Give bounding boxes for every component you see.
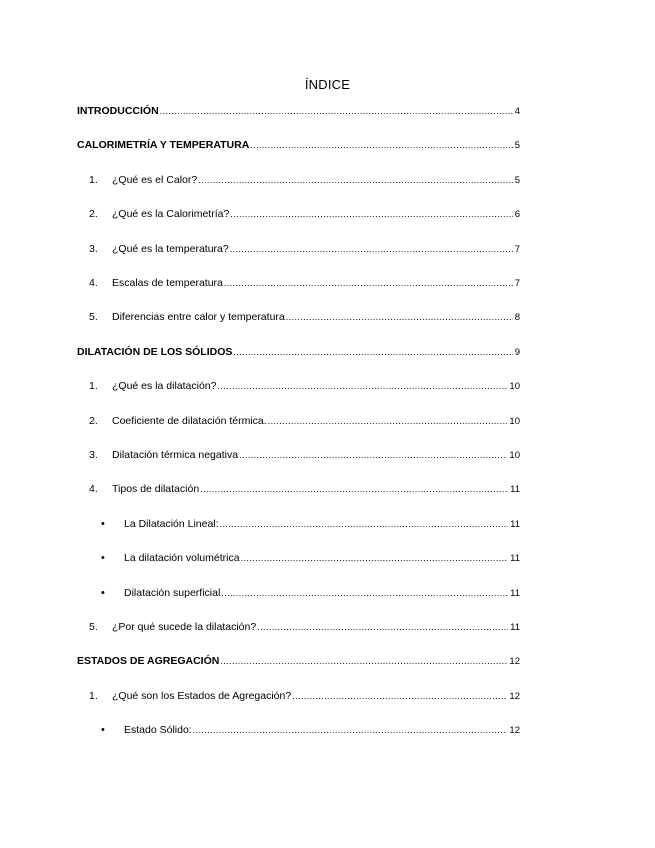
toc-entry-title: Dilatación superficial	[124, 586, 221, 599]
dot-leader	[193, 725, 508, 735]
toc-entry[interactable]	[77, 655, 520, 673]
toc-entry-title: Escalas de temperatura	[112, 277, 223, 289]
toc-entry-page-number: 5	[514, 174, 520, 186]
toc-entry[interactable]	[77, 139, 520, 157]
dot-leader	[250, 140, 512, 150]
toc-entry[interactable]	[77, 587, 520, 605]
toc-entry[interactable]	[77, 174, 520, 192]
toc-entry-number: 4.	[89, 483, 98, 496]
toc-entry-number: 1.	[89, 173, 98, 186]
toc-entry-page-number: 12	[509, 656, 520, 668]
dot-leader	[268, 416, 508, 426]
toc-entry-title: ¿Qué es la temperatura?	[112, 242, 229, 255]
toc-entry-page-number: 10	[509, 450, 520, 461]
toc-entry[interactable]	[77, 311, 520, 329]
toc-entry-title: INTRODUCCIÓN	[77, 105, 159, 117]
toc-entry-page-number: 11	[510, 622, 520, 633]
toc-entry-page-number: 11	[510, 587, 520, 599]
dot-leader	[292, 691, 507, 701]
bullet-icon	[77, 518, 124, 530]
dot-leader	[217, 381, 507, 391]
toc-entry-page-number: 9	[514, 346, 520, 358]
toc-entry-page-number: 11	[510, 518, 520, 530]
toc-entry-title: CALORIMETRÍA Y TEMPERATURA	[77, 139, 250, 152]
toc-entry-page-number: 10	[509, 381, 520, 393]
toc-entry[interactable]	[77, 449, 520, 467]
dot-leader	[220, 519, 509, 529]
dot-leader	[241, 553, 509, 563]
toc-entry-title: ¿Por qué sucede la dilatación?	[112, 621, 257, 633]
toc-entry-title: ¿Qué es la Calorimetría?	[112, 208, 230, 221]
toc-entry-number: 2.	[89, 414, 98, 427]
dot-leader	[200, 484, 508, 494]
toc-entry[interactable]	[77, 518, 520, 536]
toc-entry-number: 3.	[89, 449, 98, 461]
dot-leader	[257, 622, 508, 632]
toc-entry-title: La dilatación volumétrica	[124, 552, 240, 565]
toc-entry-number: 1.	[89, 689, 98, 702]
toc-entry-number: 3.	[89, 242, 98, 255]
toc-entry-title: ¿Qué es la dilatación?	[112, 380, 217, 393]
dot-leader	[221, 588, 508, 598]
bullet-icon	[77, 552, 124, 564]
toc-entry-title: ESTADOS DE AGREGACIÓN	[77, 655, 220, 668]
toc-entry[interactable]	[77, 346, 520, 364]
dot-leader	[160, 106, 513, 116]
toc-entry-number: 5.	[89, 311, 98, 324]
toc-entry-title: DILATACIÓN DE LOS SÓLIDOS	[77, 345, 233, 358]
toc-entry[interactable]	[77, 483, 520, 501]
toc-entry-number: 4.	[89, 277, 98, 289]
toc-entry-title: Coeficiente de dilatación térmica.	[112, 414, 267, 427]
toc-entry-page-number: 11	[510, 553, 520, 565]
toc-entry-title: La Dilatación Lineal:	[124, 517, 219, 530]
toc-entry[interactable]	[77, 208, 520, 226]
toc-entry-page-number: 10	[509, 415, 520, 427]
toc-entry[interactable]	[77, 552, 520, 570]
toc-entry-page-number: 6	[514, 209, 520, 221]
bullet-icon	[77, 724, 124, 736]
dot-leader	[220, 656, 507, 666]
toc-entry-title: Tipos de dilatación	[112, 483, 200, 496]
toc-entry-number: 2.	[89, 208, 98, 221]
toc-entry-title: Diferencias entre calor y temperatura	[112, 311, 285, 324]
dot-leader	[224, 278, 513, 288]
toc-entry-title: ¿Qué es el Calor?	[112, 173, 198, 186]
toc-entry[interactable]	[77, 380, 520, 398]
toc-entry[interactable]	[77, 724, 520, 742]
toc-entry-title: ¿Qué son los Estados de Agregación?	[112, 689, 292, 702]
dot-leader	[198, 175, 512, 185]
toc-entry[interactable]	[77, 277, 520, 295]
toc-entry-page-number: 12	[509, 690, 520, 702]
toc-entry-page-number: 4	[514, 106, 520, 117]
toc-entry-number: 1.	[89, 380, 98, 393]
toc-entry[interactable]	[77, 621, 520, 639]
toc-entry-page-number: 7	[514, 243, 520, 255]
toc-entry-number: 5.	[89, 621, 98, 633]
toc-entry-page-number: 7	[514, 278, 520, 289]
toc-entry-title: Estado Sólido:	[124, 724, 192, 737]
toc-entry-page-number: 11	[510, 484, 520, 496]
toc-entry[interactable]	[77, 243, 520, 261]
dot-leader	[239, 450, 507, 460]
page-title: ÍNDICE	[304, 77, 351, 92]
dot-leader	[233, 347, 512, 357]
dot-leader	[286, 312, 513, 322]
toc-entry-title: Dilatación térmica negativa	[112, 449, 239, 461]
toc-entry-page-number: 5	[514, 140, 520, 152]
toc-entry[interactable]	[77, 690, 520, 708]
dot-leader	[230, 209, 512, 219]
toc-entry-page-number: 12	[509, 725, 520, 737]
bullet-icon	[77, 587, 124, 599]
toc-entry[interactable]	[77, 105, 520, 123]
toc-entry-page-number: 8	[514, 312, 520, 324]
toc-entry[interactable]	[77, 415, 520, 433]
dot-leader	[230, 244, 513, 254]
